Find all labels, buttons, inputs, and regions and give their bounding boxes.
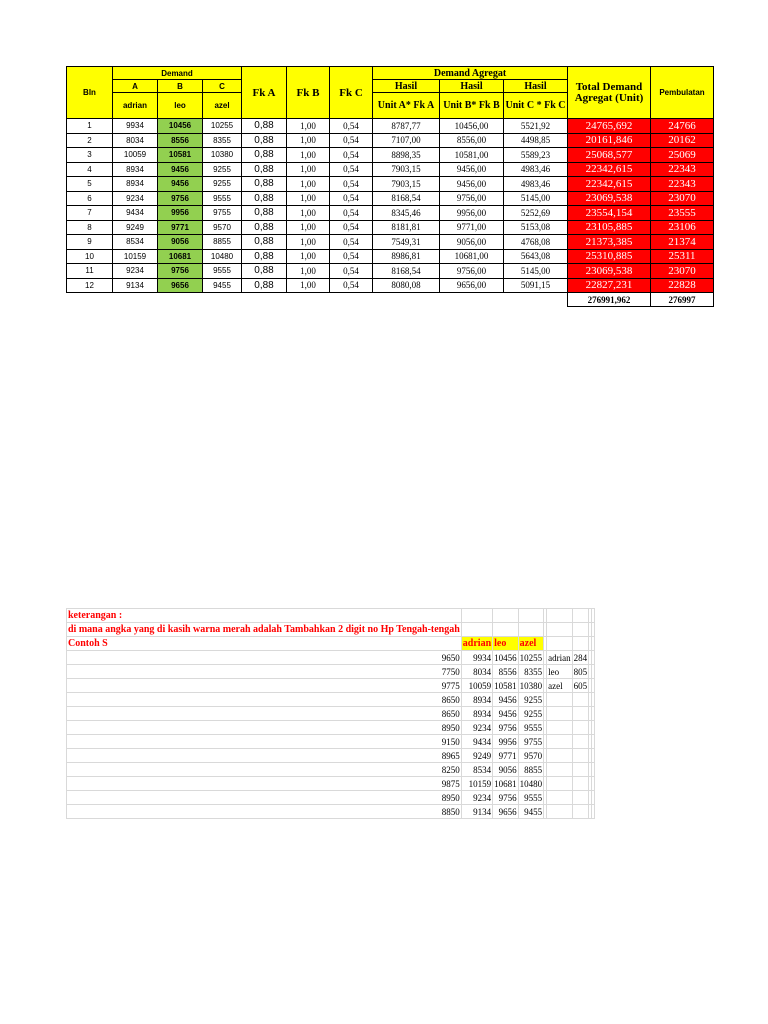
row-total: 21373,385	[568, 235, 651, 250]
note-text: di mana angka yang di kasih warna merah adalah Tambahkan 2 digit no Hp Tengah-tengah	[68, 624, 460, 635]
sheet-row	[67, 805, 595, 819]
table-row	[67, 278, 714, 293]
row-demand-b: 9756	[158, 191, 203, 206]
row-rounded: 23555	[651, 206, 714, 221]
row-month: 4	[67, 162, 113, 177]
sheet-cell: 8965	[67, 749, 462, 763]
sheet-row	[67, 735, 595, 749]
row-demand-b: 9771	[158, 220, 203, 235]
row-demand-c: 10480	[203, 249, 242, 264]
row-hasil-a: 8986,81	[373, 249, 440, 264]
sheet-cell: 8950	[67, 721, 462, 735]
row-demand-b: 10581	[158, 148, 203, 163]
row-fkc: 0,54	[330, 119, 373, 134]
sheet-cell: 9134	[461, 805, 492, 819]
row-fkb: 1,00	[287, 133, 330, 148]
sheet-cell: 9455	[518, 805, 544, 819]
row-month: 5	[67, 177, 113, 192]
row-rounded: 23070	[651, 264, 714, 279]
sheet-row	[67, 693, 595, 707]
sheet-cell: 8934	[461, 707, 492, 721]
row-total: 23105,885	[568, 220, 651, 235]
row-hasil-b: 9771,00	[440, 220, 504, 235]
row-fkc: 0,54	[330, 206, 373, 221]
row-fka: 0,88	[242, 278, 287, 293]
sheet-cell: 10456	[494, 652, 517, 663]
row-demand-c: 10255	[203, 119, 242, 134]
row-fkc: 0,54	[330, 235, 373, 250]
row-demand-a: 9249	[113, 220, 158, 235]
sheet-cell: 8650	[67, 693, 462, 707]
sheet-row	[67, 791, 595, 805]
header-total: Total Demand Agregat (Unit)	[568, 67, 651, 119]
row-demand-b: 10681	[158, 249, 203, 264]
row-fkb: 1,00	[287, 148, 330, 163]
row-fka: 0,88	[242, 133, 287, 148]
row-hasil-a: 7903,15	[373, 177, 440, 192]
demand-table	[66, 66, 714, 307]
name-header-leo: leo	[493, 637, 519, 651]
header-fka: Fk A	[242, 67, 287, 119]
row-demand-a: 9234	[113, 191, 158, 206]
sheet-cell: 9756	[493, 791, 519, 805]
sheet-row	[67, 609, 595, 623]
row-fka: 0,88	[242, 191, 287, 206]
row-hasil-c: 5153,08	[504, 220, 568, 235]
header-bln: Bln	[67, 67, 113, 119]
header-unit-a: Unit A* Fk A	[373, 93, 440, 119]
digit-name: azel	[547, 679, 573, 693]
grand-total-rounded: 276997	[651, 293, 714, 307]
row-rounded: 20162	[651, 133, 714, 148]
header-unit-c: Unit C * Fk C	[504, 93, 568, 119]
row-demand-a: 9234	[113, 264, 158, 279]
row-demand-b: 9956	[158, 206, 203, 221]
row-hasil-b: 8556,00	[440, 133, 504, 148]
row-hasil-a: 8787,77	[373, 119, 440, 134]
sheet-row	[67, 721, 595, 735]
header-leo: leo	[158, 93, 203, 119]
digit-value: 605	[573, 680, 588, 691]
row-fkb: 1,00	[287, 249, 330, 264]
header-demand: Demand	[113, 67, 242, 80]
row-hasil-b: 9756,00	[440, 191, 504, 206]
row-total: 23554,154	[568, 206, 651, 221]
row-hasil-c: 5589,23	[504, 148, 568, 163]
sheet-cell: 9755	[518, 735, 544, 749]
sheet-cell: 9234	[461, 791, 492, 805]
name-header-azel: azel	[518, 637, 544, 651]
row-hasil-c: 4768,08	[504, 235, 568, 250]
row-hasil-a: 8168,54	[373, 191, 440, 206]
row-demand-a: 10059	[113, 148, 158, 163]
header-hasil-a: Hasil	[373, 80, 440, 93]
row-fkb: 1,00	[287, 220, 330, 235]
sheet-cell: 10581	[494, 680, 517, 691]
row-hasil-c: 5091,15	[504, 278, 568, 293]
row-total: 25068,577	[568, 148, 651, 163]
row-hasil-b: 9456,00	[440, 162, 504, 177]
sheet-cell: 8034	[461, 665, 492, 679]
sheet-row	[67, 665, 595, 679]
row-demand-a: 8034	[113, 133, 158, 148]
row-total: 24765,692	[568, 119, 651, 134]
sheet-row	[67, 763, 595, 777]
header-demand-agregat: Demand Agregat	[373, 67, 568, 80]
row-demand-b: 10456	[158, 119, 203, 134]
row-hasil-a: 8080,08	[373, 278, 440, 293]
header-adrian: adrian	[113, 93, 158, 119]
sheet-cell: 9771	[493, 749, 519, 763]
sheet-cell: 9555	[518, 791, 544, 805]
row-hasil-b: 10456,00	[440, 119, 504, 134]
row-demand-c: 9555	[203, 191, 242, 206]
row-demand-b: 9056	[158, 235, 203, 250]
row-hasil-c: 5252,69	[504, 206, 568, 221]
table-row	[67, 249, 714, 264]
header-hasil-c: Hasil	[504, 80, 568, 93]
row-total: 25310,885	[568, 249, 651, 264]
row-month: 7	[67, 206, 113, 221]
sheet-cell: 10159	[461, 777, 492, 791]
table-row	[67, 264, 714, 279]
sheet-cell: 9249	[461, 749, 492, 763]
sheet-cell: 9456	[493, 707, 519, 721]
row-month: 2	[67, 133, 113, 148]
row-hasil-b: 9656,00	[440, 278, 504, 293]
sheet-cell: 9775	[67, 679, 462, 693]
sheet-cell: 9650	[67, 651, 462, 665]
sheet-cell: 9555	[518, 721, 544, 735]
totals-row	[67, 293, 714, 307]
row-demand-c: 9455	[203, 278, 242, 293]
row-demand-c: 8355	[203, 133, 242, 148]
row-hasil-a: 7903,15	[373, 162, 440, 177]
row-demand-a: 9134	[113, 278, 158, 293]
row-hasil-a: 7549,31	[373, 235, 440, 250]
header-fkb: Fk B	[287, 67, 330, 119]
row-hasil-c: 4983,46	[504, 162, 568, 177]
sheet-cell: 10255	[519, 652, 543, 663]
row-total: 22827,231	[568, 278, 651, 293]
sheet-cell: 9234	[461, 721, 492, 735]
header-unit-b: Unit B* Fk B	[440, 93, 504, 119]
row-rounded: 22343	[651, 177, 714, 192]
row-fka: 0,88	[242, 220, 287, 235]
sheet-cell: 10480	[519, 778, 543, 789]
row-hasil-a: 8181,81	[373, 220, 440, 235]
sheet-row	[67, 623, 595, 637]
row-demand-c: 9255	[203, 177, 242, 192]
row-hasil-c: 5145,00	[504, 264, 568, 279]
row-rounded: 25069	[651, 148, 714, 163]
row-fkc: 0,54	[330, 133, 373, 148]
row-hasil-b: 10681,00	[440, 249, 504, 264]
row-fkc: 0,54	[330, 162, 373, 177]
sheet-cell: 9434	[461, 735, 492, 749]
row-total: 22342,615	[568, 177, 651, 192]
row-hasil-b: 10581,00	[440, 148, 504, 163]
row-hasil-c: 5643,08	[504, 249, 568, 264]
sheet-cell: 9756	[493, 721, 519, 735]
row-fkc: 0,54	[330, 278, 373, 293]
row-demand-a: 8934	[113, 177, 158, 192]
row-hasil-c: 5521,92	[504, 119, 568, 134]
row-fkb: 1,00	[287, 264, 330, 279]
keterangan-label: keterangan :	[67, 609, 462, 623]
demand-table-body	[67, 119, 714, 293]
sheet-cell: 9875	[67, 777, 462, 791]
row-fkc: 0,54	[330, 249, 373, 264]
sheet-cell: 10059	[461, 679, 492, 693]
row-demand-a: 9934	[113, 119, 158, 134]
row-demand-a: 8934	[113, 162, 158, 177]
table-row	[67, 162, 714, 177]
row-hasil-c: 4983,46	[504, 177, 568, 192]
row-month: 6	[67, 191, 113, 206]
sheet-cell: 9956	[493, 735, 519, 749]
row-month: 1	[67, 119, 113, 134]
row-total: 22342,615	[568, 162, 651, 177]
name-header-adrian: adrian	[462, 638, 492, 649]
table-row	[67, 148, 714, 163]
row-demand-b: 9756	[158, 264, 203, 279]
row-total: 20161,846	[568, 133, 651, 148]
row-fka: 0,88	[242, 162, 287, 177]
sheet-cell: 10380	[519, 680, 543, 691]
sheet-cell: 9056	[493, 763, 519, 777]
row-fkb: 1,00	[287, 191, 330, 206]
row-demand-b: 8556	[158, 133, 203, 148]
row-fkc: 0,54	[330, 220, 373, 235]
row-rounded: 25311	[651, 249, 714, 264]
row-fkb: 1,00	[287, 177, 330, 192]
row-rounded: 22343	[651, 162, 714, 177]
row-fkb: 1,00	[287, 119, 330, 134]
row-fka: 0,88	[242, 235, 287, 250]
sheet-cell: 9934	[461, 651, 492, 665]
header-fkc: Fk C	[330, 67, 373, 119]
row-fkb: 1,00	[287, 162, 330, 177]
digit-name: adrian	[548, 652, 571, 663]
row-total: 23069,538	[568, 264, 651, 279]
row-demand-a: 9434	[113, 206, 158, 221]
sheet-cell: 7750	[67, 665, 462, 679]
row-demand-a: 10159	[113, 249, 158, 264]
header-azel: azel	[203, 93, 242, 119]
table-row	[67, 220, 714, 235]
row-fkc: 0,54	[330, 148, 373, 163]
sheet-cell: 8650	[67, 707, 462, 721]
sheet-cell: 8850	[67, 805, 462, 819]
sheet-cell: 8855	[518, 763, 544, 777]
digit-value: 805	[573, 666, 588, 677]
grand-total: 276991,962	[568, 293, 651, 307]
sheet-cell: 8950	[67, 791, 462, 805]
row-hasil-a: 8345,46	[373, 206, 440, 221]
row-demand-b: 9456	[158, 162, 203, 177]
row-demand-c: 9755	[203, 206, 242, 221]
row-hasil-b: 9056,00	[440, 235, 504, 250]
row-rounded: 24766	[651, 119, 714, 134]
row-demand-c: 8855	[203, 235, 242, 250]
row-month: 9	[67, 235, 113, 250]
row-rounded: 23106	[651, 220, 714, 235]
header-a: A	[113, 80, 158, 93]
row-demand-c: 9570	[203, 220, 242, 235]
sheet-cell: 9656	[493, 805, 519, 819]
row-fka: 0,88	[242, 119, 287, 134]
table-row	[67, 235, 714, 250]
sheet-cell: 8355	[518, 665, 544, 679]
row-fka: 0,88	[242, 177, 287, 192]
sheet-cell: 8934	[461, 693, 492, 707]
sheet-cell: 8556	[493, 665, 519, 679]
row-month: 12	[67, 278, 113, 293]
sheet-cell: 10681	[494, 778, 517, 789]
header-hasil-b: Hasil	[440, 80, 504, 93]
row-demand-c: 9255	[203, 162, 242, 177]
row-month: 8	[67, 220, 113, 235]
row-hasil-a: 8168,54	[373, 264, 440, 279]
sheet-row	[67, 777, 595, 791]
table-row	[67, 191, 714, 206]
table-row	[67, 133, 714, 148]
row-demand-b: 9456	[158, 177, 203, 192]
sheet-row	[67, 651, 595, 665]
digit-name: leo	[547, 665, 573, 679]
table-row	[67, 119, 714, 134]
row-demand-b: 9656	[158, 278, 203, 293]
row-fkc: 0,54	[330, 264, 373, 279]
sheet-cell: 8250	[67, 763, 462, 777]
row-hasil-c: 5145,00	[504, 191, 568, 206]
row-demand-c: 9555	[203, 264, 242, 279]
row-hasil-b: 9756,00	[440, 264, 504, 279]
row-hasil-a: 7107,00	[373, 133, 440, 148]
row-hasil-b: 9956,00	[440, 206, 504, 221]
header-c: C	[203, 80, 242, 93]
sheet-row	[67, 707, 595, 721]
header-pembulatan: Pembulatan	[651, 67, 714, 119]
row-fkc: 0,54	[330, 191, 373, 206]
contoh-label: Contoh S	[67, 637, 462, 651]
table-row	[67, 206, 714, 221]
row-total: 23069,538	[568, 191, 651, 206]
row-hasil-b: 9456,00	[440, 177, 504, 192]
sheet-cell: 9255	[518, 693, 544, 707]
sheet-row	[67, 749, 595, 763]
row-fka: 0,88	[242, 249, 287, 264]
sheet-cell: 9570	[518, 749, 544, 763]
sheet-cell: 9456	[493, 693, 519, 707]
row-demand-c: 10380	[203, 148, 242, 163]
row-month: 11	[67, 264, 113, 279]
row-rounded: 21374	[651, 235, 714, 250]
sheet-row	[67, 637, 595, 651]
spreadsheet-notes	[66, 608, 588, 826]
sheet-cell: 9150	[67, 735, 462, 749]
row-hasil-c: 4498,85	[504, 133, 568, 148]
row-rounded: 23070	[651, 191, 714, 206]
row-fkb: 1,00	[287, 278, 330, 293]
row-hasil-a: 8898,35	[373, 148, 440, 163]
table-row	[67, 177, 714, 192]
row-demand-a: 8534	[113, 235, 158, 250]
row-month: 10	[67, 249, 113, 264]
digit-value: 284	[573, 652, 588, 663]
row-fka: 0,88	[242, 206, 287, 221]
header-b: B	[158, 80, 203, 93]
sheet-cell: 9255	[518, 707, 544, 721]
row-rounded: 22828	[651, 278, 714, 293]
row-fka: 0,88	[242, 264, 287, 279]
row-fkc: 0,54	[330, 177, 373, 192]
sheet-row	[67, 679, 595, 693]
row-fkb: 1,00	[287, 235, 330, 250]
row-fka: 0,88	[242, 148, 287, 163]
row-fkb: 1,00	[287, 206, 330, 221]
row-month: 3	[67, 148, 113, 163]
sheet-cell: 8534	[461, 763, 492, 777]
